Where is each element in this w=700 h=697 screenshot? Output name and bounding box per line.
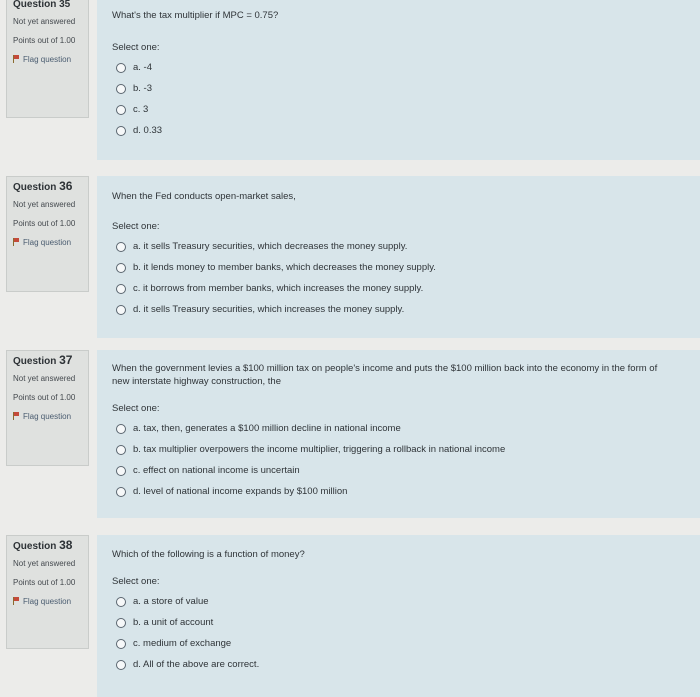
answer-option-a[interactable] bbox=[112, 418, 700, 439]
radio-button[interactable] bbox=[116, 63, 126, 73]
flag-question-label: Flag question bbox=[23, 238, 72, 247]
question-text: When the Fed conducts open-market sales, bbox=[112, 191, 296, 202]
question-info bbox=[6, 350, 89, 466]
question-number: Question 38 bbox=[13, 538, 73, 552]
answer-option-d[interactable] bbox=[112, 481, 700, 502]
radio-button[interactable] bbox=[116, 263, 126, 273]
question-35 bbox=[0, 0, 700, 160]
question-number: Question 35 bbox=[13, 0, 71, 10]
answer-option-a[interactable] bbox=[112, 236, 700, 257]
question-points: Points out of 1.00 bbox=[13, 393, 76, 402]
flag-question-link[interactable] bbox=[13, 596, 82, 607]
radio-button[interactable] bbox=[116, 618, 126, 628]
answer-option-b[interactable] bbox=[112, 78, 700, 99]
answer-label: a. it sells Treasury securities, which decreases the money supply. bbox=[133, 241, 408, 252]
question-points: Points out of 1.00 bbox=[13, 578, 76, 587]
radio-button[interactable] bbox=[116, 242, 126, 252]
question-text-line-1: When the government levies a $100 million tax on people's income and puts the $100 million back into the economy in the form of bbox=[112, 363, 658, 374]
question-info bbox=[6, 535, 89, 649]
answer-label: c. medium of exchange bbox=[133, 638, 232, 649]
answer-label: c. effect on national income is uncertain bbox=[133, 465, 300, 476]
flag-question-label: Flag question bbox=[23, 412, 72, 421]
question-status: Not yet answered bbox=[13, 17, 76, 26]
answer-option-a[interactable] bbox=[112, 57, 700, 78]
radio-button[interactable] bbox=[116, 305, 126, 315]
flag-icon bbox=[13, 412, 20, 420]
answer-option-c[interactable] bbox=[112, 278, 700, 299]
radio-button[interactable] bbox=[116, 105, 126, 115]
question-status: Not yet answered bbox=[13, 374, 76, 383]
question-info bbox=[6, 0, 89, 118]
question-points: Points out of 1.00 bbox=[13, 36, 76, 45]
answer-option-d[interactable] bbox=[112, 654, 700, 675]
select-one-label: Select one: bbox=[112, 403, 160, 414]
question-info bbox=[6, 176, 89, 292]
flag-question-label: Flag question bbox=[23, 597, 72, 606]
answer-label: b. it lends money to member banks, which decreases the money supply. bbox=[133, 262, 436, 273]
answer-option-d[interactable] bbox=[112, 120, 700, 141]
select-one-label: Select one: bbox=[112, 221, 160, 232]
question-status: Not yet answered bbox=[13, 559, 76, 568]
radio-button[interactable] bbox=[116, 466, 126, 476]
radio-button[interactable] bbox=[116, 126, 126, 136]
question-38 bbox=[0, 535, 700, 697]
flag-icon bbox=[13, 238, 20, 246]
answer-label: b. a unit of account bbox=[133, 617, 214, 628]
radio-button[interactable] bbox=[116, 597, 126, 607]
question-37 bbox=[0, 350, 700, 518]
answer-option-d[interactable] bbox=[112, 299, 700, 320]
question-text: What's the tax multiplier if MPC = 0.75? bbox=[112, 10, 279, 21]
answer-option-c[interactable] bbox=[112, 99, 700, 120]
flag-icon bbox=[13, 597, 20, 605]
flag-question-link[interactable] bbox=[13, 237, 82, 248]
answer-label: b. tax multiplier overpowers the income multiplier, triggering a rollback in national income bbox=[133, 444, 506, 455]
answer-label: a. a store of value bbox=[133, 596, 209, 607]
answer-label: b. -3 bbox=[133, 83, 153, 94]
question-status: Not yet answered bbox=[13, 200, 76, 209]
flag-question-link[interactable] bbox=[13, 411, 82, 422]
radio-button[interactable] bbox=[116, 284, 126, 294]
question-text-line-2: new interstate highway construction, the bbox=[112, 376, 281, 387]
radio-button[interactable] bbox=[116, 84, 126, 94]
question-content bbox=[97, 0, 700, 160]
radio-button[interactable] bbox=[116, 487, 126, 497]
question-content bbox=[97, 535, 700, 697]
answer-option-c[interactable] bbox=[112, 460, 700, 481]
answer-label: c. 3 bbox=[133, 104, 149, 115]
radio-button[interactable] bbox=[116, 424, 126, 434]
question-text: Which of the following is a function of money? bbox=[112, 549, 305, 560]
answer-label: d. level of national income expands by $100 million bbox=[133, 486, 348, 497]
radio-button[interactable] bbox=[116, 445, 126, 455]
answer-option-b[interactable] bbox=[112, 612, 700, 633]
question-36 bbox=[0, 176, 700, 338]
select-one-label: Select one: bbox=[112, 576, 160, 587]
radio-button[interactable] bbox=[116, 639, 126, 649]
question-content bbox=[97, 350, 700, 518]
radio-button[interactable] bbox=[116, 660, 126, 670]
flag-icon bbox=[13, 55, 20, 63]
question-content bbox=[97, 176, 700, 338]
question-points: Points out of 1.00 bbox=[13, 219, 76, 228]
answer-option-a[interactable] bbox=[112, 591, 700, 612]
answer-option-b[interactable] bbox=[112, 439, 700, 460]
flag-question-link[interactable] bbox=[13, 54, 82, 65]
answer-option-b[interactable] bbox=[112, 257, 700, 278]
answer-label: d. it sells Treasury securities, which increases the money supply. bbox=[133, 304, 405, 315]
question-number: Question 37 bbox=[13, 353, 73, 367]
answer-label: a. -4 bbox=[133, 62, 153, 73]
answer-label: d. All of the above are correct. bbox=[133, 659, 260, 670]
answer-label: a. tax, then, generates a $100 million decline in national income bbox=[133, 423, 401, 434]
answer-label: d. 0.33 bbox=[133, 125, 163, 136]
flag-question-label: Flag question bbox=[23, 55, 72, 64]
question-number: Question 36 bbox=[13, 179, 73, 193]
answer-option-c[interactable] bbox=[112, 633, 700, 654]
select-one-label: Select one: bbox=[112, 42, 160, 53]
answer-label: c. it borrows from member banks, which increases the money supply. bbox=[133, 283, 424, 294]
